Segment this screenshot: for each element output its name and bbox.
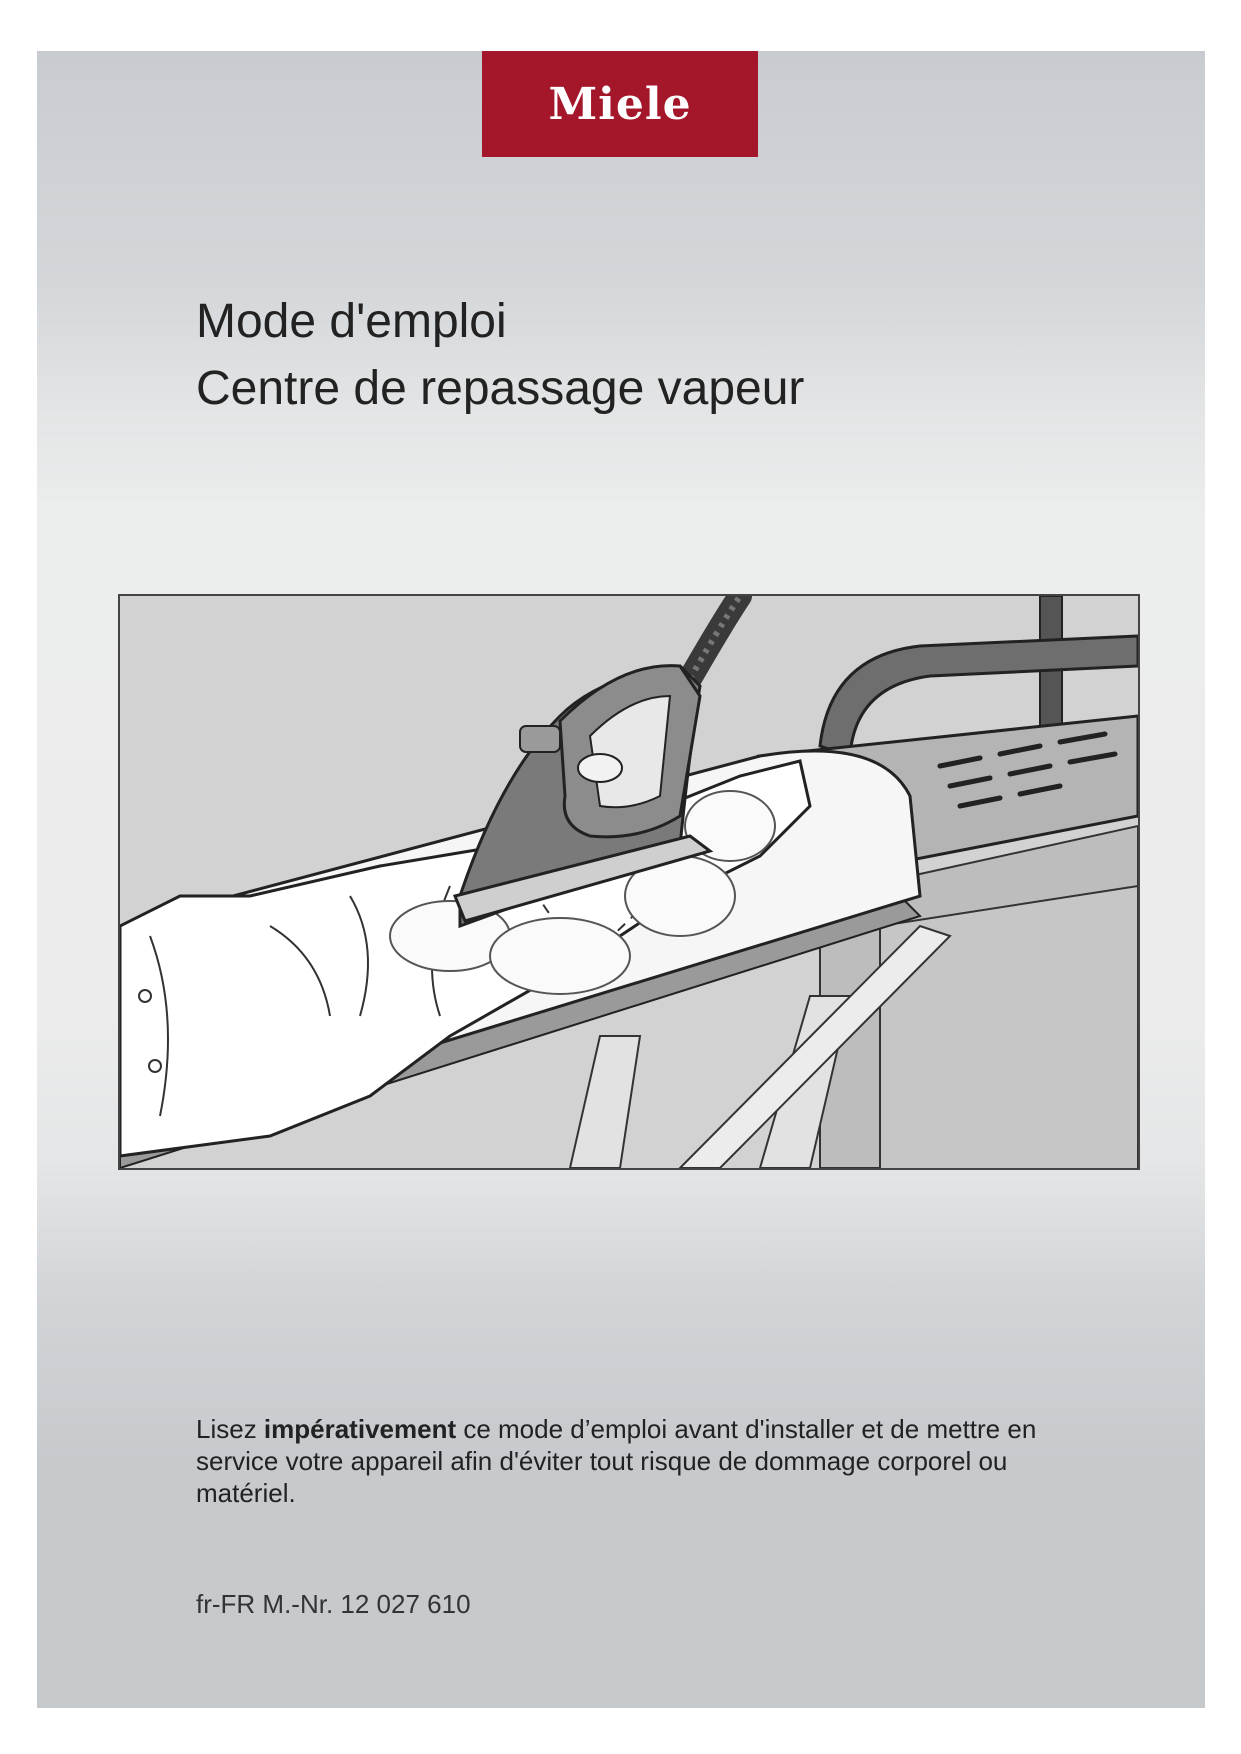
- steam-iron-illustration: [118, 594, 1140, 1170]
- product-name: Centre de repassage vapeur: [196, 362, 805, 415]
- steam-iron-on-ironing-board-icon: [120, 596, 1138, 1168]
- logo-text: Miele: [548, 78, 692, 130]
- document-title: Mode d'emploi: [196, 295, 507, 348]
- notice-text-end: ce mode d’emploi avant d'installer et de mettre en service votre appareil afin d'éviter tout risque de dommage corporel ou matériel.: [196, 1414, 1037, 1508]
- safety-notice: [196, 1413, 1076, 1509]
- document-reference: fr-FR M.-Nr. 12 027 610: [196, 1589, 471, 1619]
- notice-emphasis: impérativement: [263, 1414, 457, 1444]
- notice-text-start: Lisez: [196, 1414, 264, 1444]
- miele-logo: [482, 51, 758, 157]
